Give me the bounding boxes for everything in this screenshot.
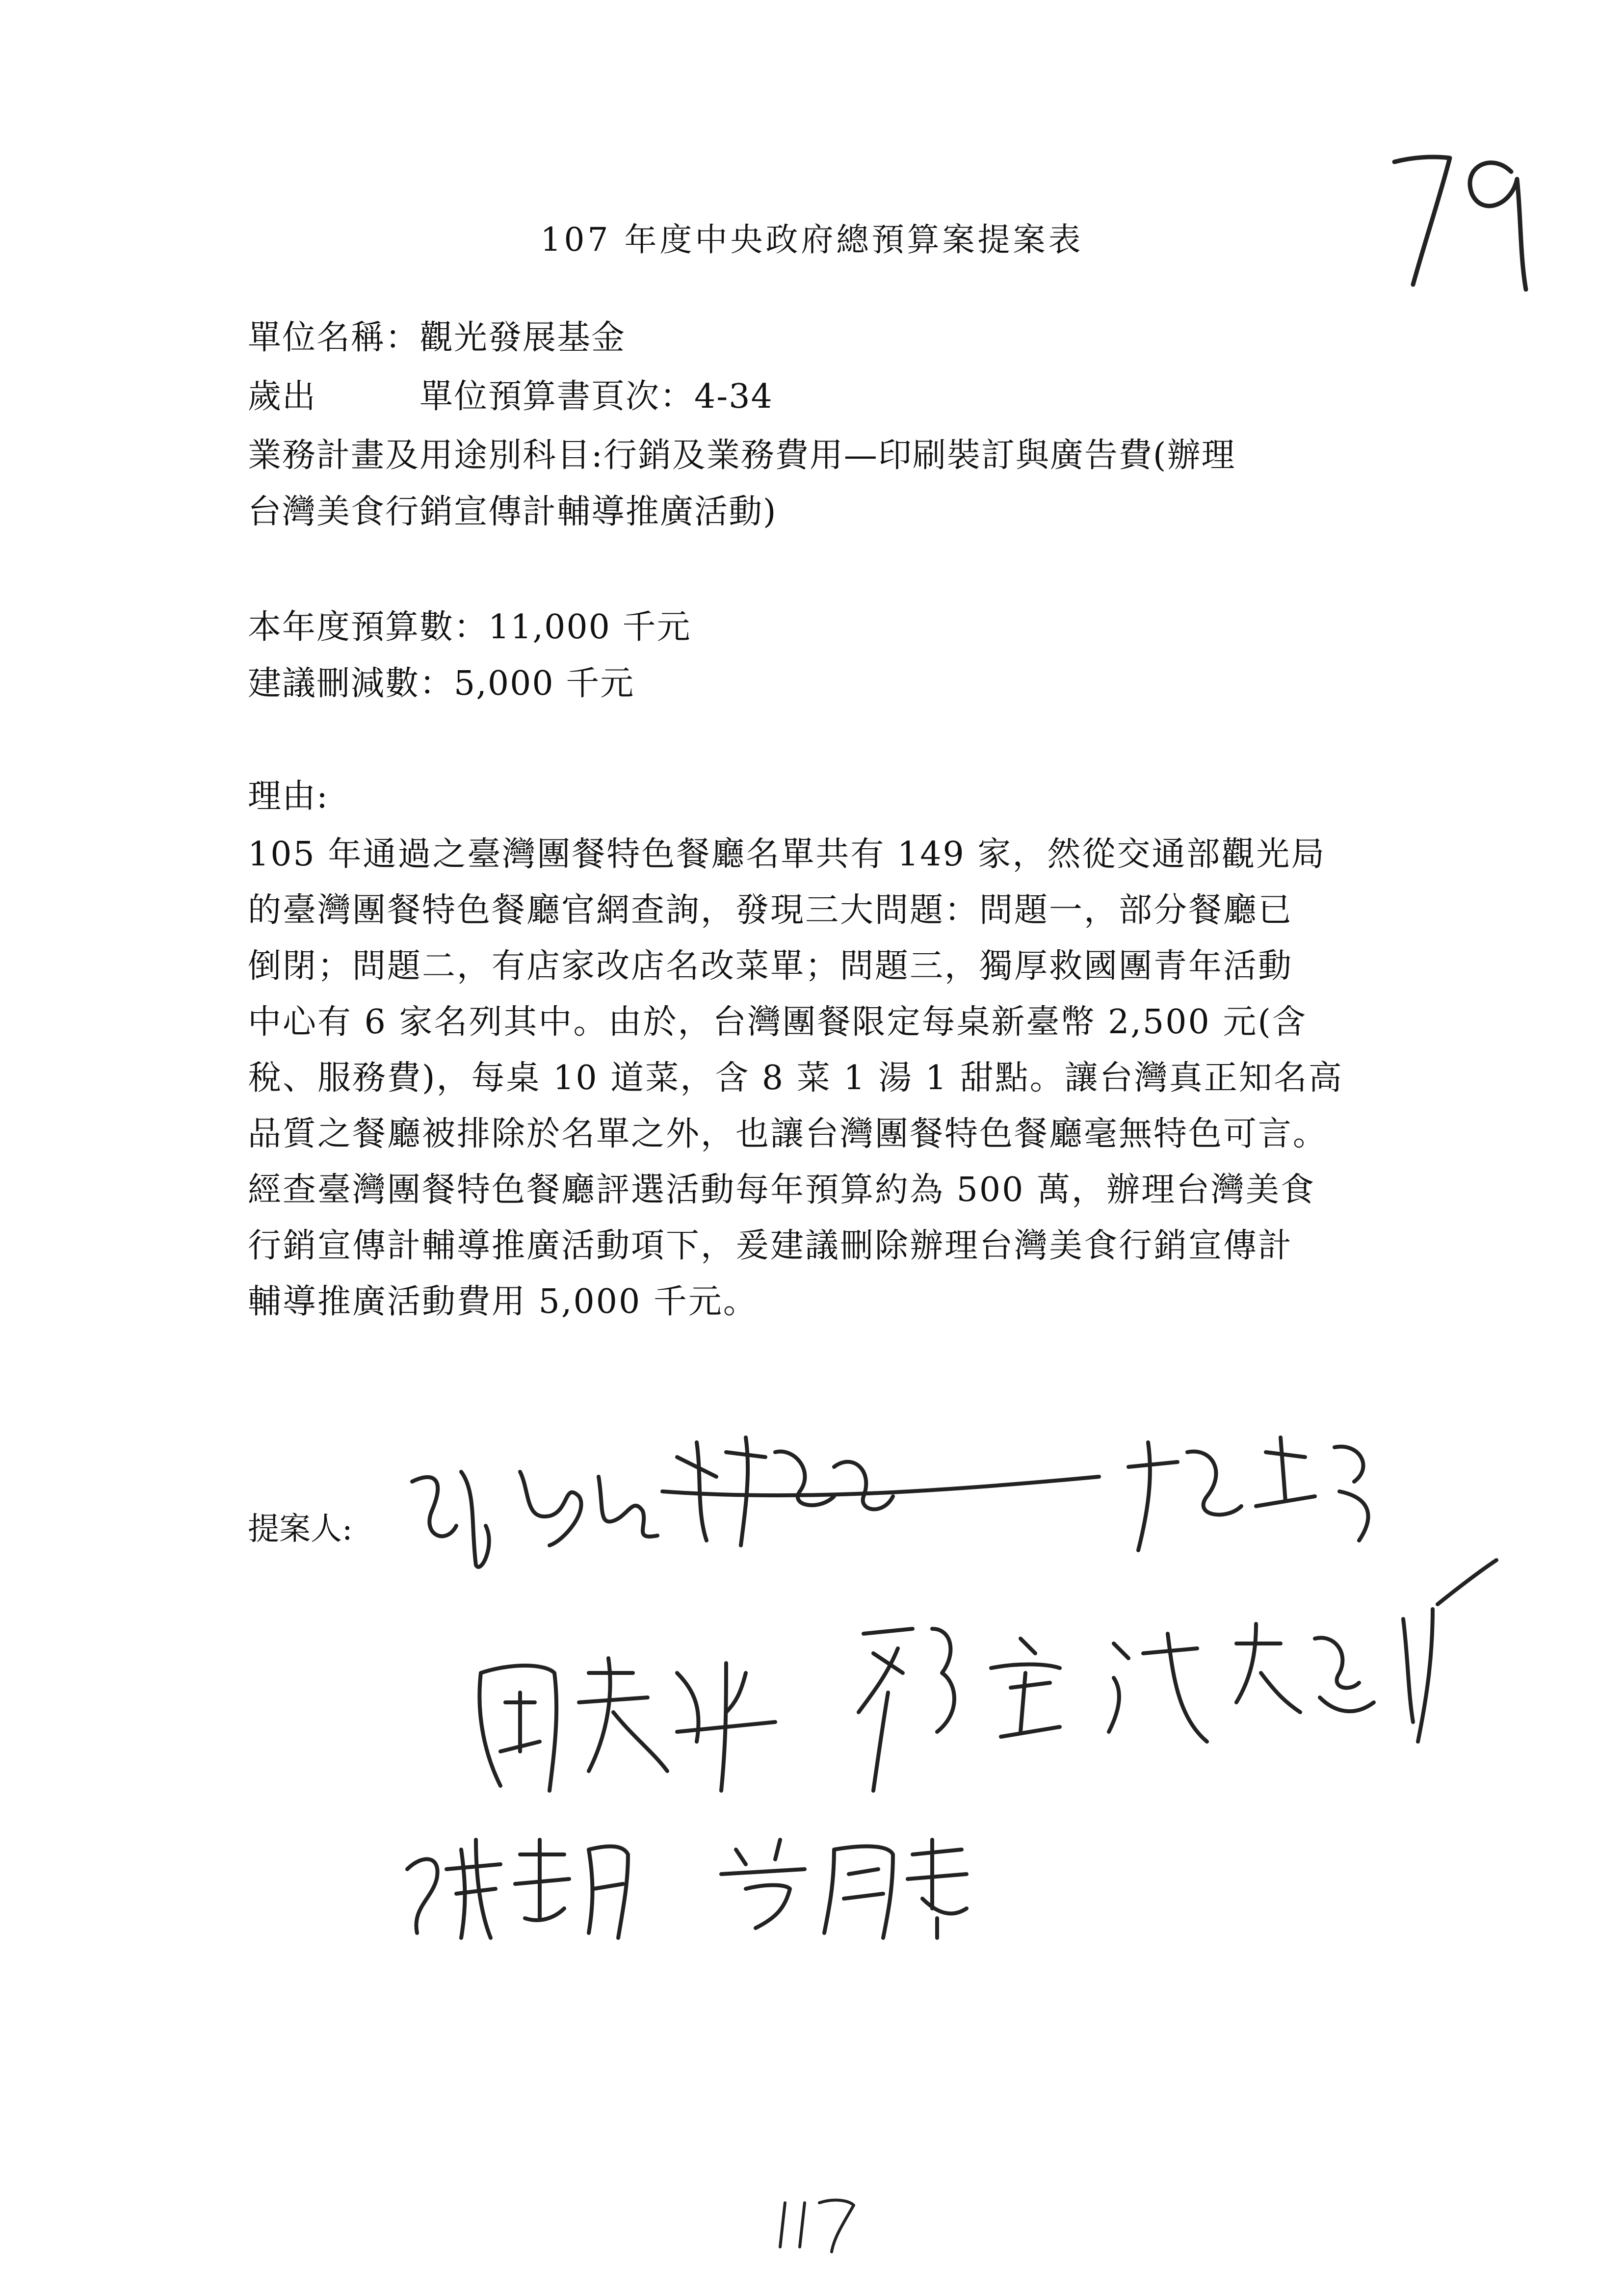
signature-8 (721, 1840, 967, 1938)
reason-label: 理由: (248, 777, 329, 816)
reason-text (248, 827, 1391, 1330)
expense-row (248, 377, 773, 416)
document-title: 107 年度中央政府總預算案提案表 (540, 221, 1084, 259)
expense-type: 歲出 (248, 377, 317, 416)
reason-line: 中心有 6 家名列其中。由於，台灣團餐限定每桌新臺幣 2,500 元(含 (248, 1003, 1307, 1042)
handwritten-signatures (402, 1398, 1560, 1943)
proposed-cut: 建議刪減數：5,000 千元 (248, 664, 635, 703)
reason-line: 倒閉；問題二，有店家改店名改菜單；問題三，獨厚救國團青年活動 (248, 947, 1293, 986)
signature-2 (662, 1437, 1099, 1545)
reason-line: 品質之餐廳被排除於名單之外，也讓台灣團餐特色餐廳毫無特色可言。 (248, 1115, 1328, 1153)
signature-6 (1236, 1560, 1496, 1742)
signature-4 (479, 1658, 775, 1791)
signature-1 (412, 1472, 657, 1567)
reason-line: 行銷宣傳計輔導推廣活動項下，爰建議刪除辦理台灣美食行銷宣傳計 (248, 1226, 1293, 1265)
signature-3 (1128, 1437, 1368, 1550)
plan-line-1: 業務計畫及用途別科目:行銷及業務費用—印刷裝訂與廣告費(辦理 (248, 436, 1236, 475)
budget-amount: 本年度預算數：11,000 千元 (248, 608, 691, 647)
reason-line: 的臺灣團餐特色餐廳官網查詢，發現三大問題：問題一，部分餐廳已 (248, 891, 1293, 930)
reason-line: 105 年通過之臺灣團餐特色餐廳名單共有 149 家，然從交通部觀光局 (248, 835, 1326, 874)
signature-5 (859, 1629, 1207, 1791)
reason-line: 經查臺灣團餐特色餐廳評選活動每年預算約為 500 萬，辦理台灣美食 (248, 1171, 1316, 1209)
unit-name: 單位名稱：觀光發展基金 (248, 318, 626, 357)
reason-line: 稅、服務費)，每桌 10 道菜，含 8 菜 1 湯 1 甜點。讓台灣真正知名高 (248, 1059, 1343, 1097)
budget-page: 單位預算書頁次：4-34 (419, 377, 773, 416)
plan-line-2: 台灣美食行銷宣傳計輔導推廣活動) (248, 493, 777, 531)
reason-line: 輔導推廣活動費用 5,000 千元。 (248, 1282, 758, 1321)
handwritten-page-mark (1388, 132, 1545, 294)
proposer-label: 提案人: (248, 1511, 353, 1547)
signature-7 (407, 1840, 628, 1938)
handwritten-page-number (770, 2188, 868, 2262)
